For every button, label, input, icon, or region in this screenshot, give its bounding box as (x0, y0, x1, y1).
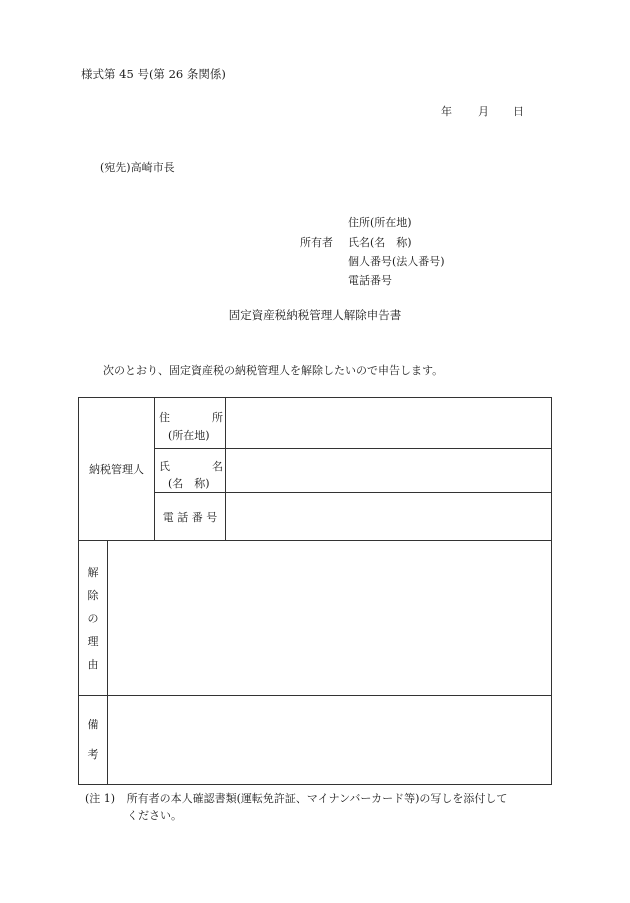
statement: 次のとおり、固定資産税の納税管理人を解除したいので申告します。 (103, 364, 444, 377)
note-line-1 (85, 790, 507, 806)
owner-address-label: 住所(所在地) (348, 216, 412, 229)
remarks-label (79, 696, 108, 785)
declaration-table (78, 397, 552, 785)
date-year: 年 (441, 105, 452, 118)
owner-name-label: 氏名(名 称) (348, 236, 412, 249)
manager-name-input[interactable] (226, 449, 552, 493)
manager-phone-label: 電 話 番 号 (155, 493, 226, 541)
reason-label (79, 541, 108, 696)
address-label-char-1: 住 (159, 411, 170, 424)
form-number: 様式第 45 号(第 26 条関係) (81, 67, 226, 81)
owner-phone-label: 電話番号 (348, 274, 392, 287)
remarks-input[interactable] (108, 696, 552, 785)
reason-char: 理 (87, 634, 99, 648)
owner-id-number-label: 個人番号(法人番号) (348, 255, 445, 268)
note-line-2: ください。 (127, 809, 182, 822)
name-label-char-2: 名 (212, 460, 223, 473)
address-label-char-2: 所 (212, 411, 223, 424)
note-text-1: 所有者の本人確認書類(運転免許証、マイナンバーカード等)の写しを添付して (126, 792, 508, 805)
manager-name-label (155, 449, 226, 493)
note-marker: (注 1) (85, 792, 116, 805)
reason-input[interactable] (108, 541, 552, 696)
name-label-char-1: 氏 (159, 460, 170, 473)
manager-address-input[interactable] (226, 398, 552, 449)
owner-label: 所有者 (300, 236, 333, 249)
reason-char: の (87, 611, 99, 625)
remarks-char: 考 (87, 748, 99, 761)
date-day: 日 (513, 105, 524, 118)
addressee: (宛先)高崎市長 (100, 161, 175, 174)
manager-label: 納税管理人 (79, 398, 155, 541)
reason-char: 解 (87, 565, 99, 579)
manager-address-label (155, 398, 226, 449)
manager-phone-input[interactable] (226, 493, 552, 541)
reason-char: 由 (87, 657, 99, 671)
address-label-sub: (所在地) (168, 429, 210, 442)
name-label-sub: (名 称) (168, 477, 210, 490)
date-month: 月 (478, 105, 489, 118)
document-title: 固定資産税納税管理人解除申告書 (228, 308, 402, 322)
remarks-char: 備 (87, 718, 99, 731)
reason-char: 除 (87, 588, 99, 602)
